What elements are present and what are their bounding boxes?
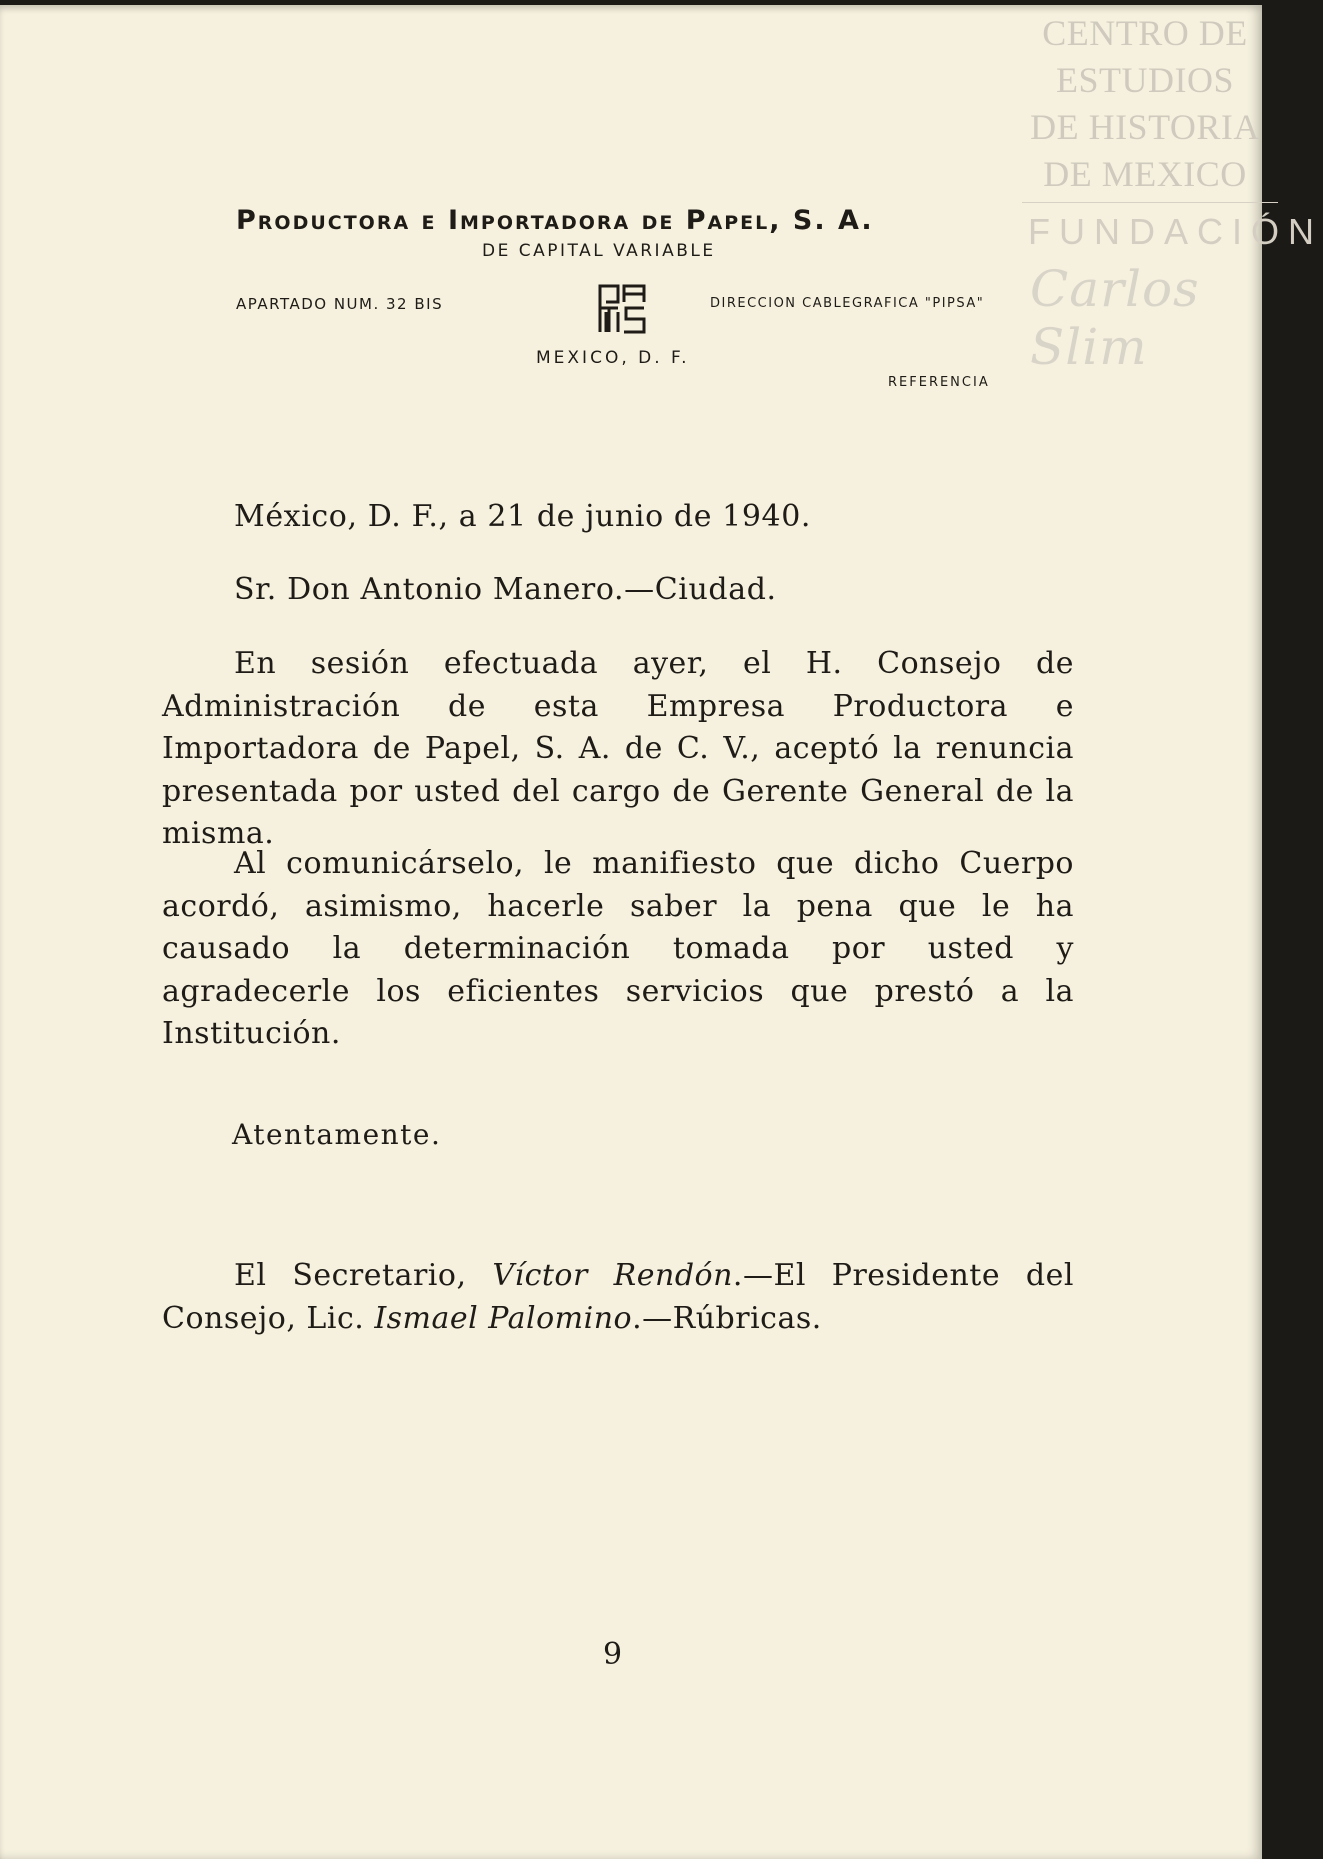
- watermark-line: DE HISTORIA: [1030, 107, 1260, 147]
- company-name: Productora e Importadora de Papel, S. A.: [236, 205, 874, 236]
- secretary-name: Víctor Rendón: [492, 1258, 733, 1293]
- president-name: Ismael Palomino: [374, 1300, 633, 1336]
- signature-block: [162, 1255, 1074, 1340]
- cable-address: DIRECCION CABLEGRAFICA "PIPSA": [710, 296, 985, 311]
- pipsa-logo-icon: [596, 282, 648, 334]
- letter-paragraph: En sesión efectuada ayer, el H. Consejo de Administración de esta Empresa Productora e Importadora de Papel, S. A. de C. V., aceptó la renuncia presentada por usted del cargo de Gerente General de la misma.: [162, 646, 1074, 851]
- signature-text: El Secretario,: [234, 1258, 493, 1293]
- watermark-signature: Carlos Slim: [1030, 260, 1200, 376]
- signature-text: .—El Presidente del Consejo, Lic.: [162, 1258, 1074, 1336]
- postal-box: APARTADO NUM. 32 BIS: [236, 295, 444, 313]
- watermark-divider: [1022, 202, 1278, 203]
- signature-text: .—Rúbricas.: [632, 1300, 822, 1336]
- letter-addressee: Sr. Don Antonio Manero.—Ciudad.: [234, 572, 777, 607]
- watermark-line: ESTUDIOS: [1055, 60, 1234, 100]
- page-number: 9: [603, 1637, 623, 1672]
- letterhead-city: MEXICO, D. F.: [536, 348, 690, 368]
- watermark-fundacion: FUNDACIÓN: [1028, 211, 1323, 252]
- letter-paragraph: Al comunicárselo, le manifiesto que dicho Cuerpo acordó, asimismo, hacerle saber la pena que le ha causado la determinación tomada por usted y agradecerle los eficientes servicios que prestó a la Institución.: [162, 846, 1074, 1051]
- reference-label: REFERENCIA: [888, 375, 990, 390]
- capital-variable: DE CAPITAL VARIABLE: [482, 241, 716, 261]
- letter-closing: Atentamente.: [232, 1118, 442, 1151]
- watermark-institution: [1010, 10, 1280, 198]
- document-page: [0, 5, 1323, 1859]
- letter-date: México, D. F., a 21 de junio de 1940.: [234, 499, 812, 534]
- watermark-line: CENTRO DE: [1042, 13, 1248, 53]
- watermark-line: DE MEXICO: [1043, 154, 1247, 194]
